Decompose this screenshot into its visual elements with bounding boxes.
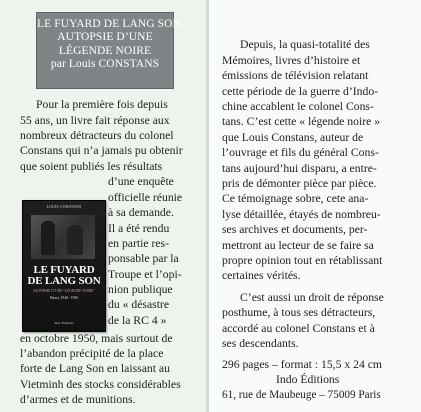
left-text-line: forte de Lang Son en laissant au bbox=[20, 362, 170, 375]
publisher-address: 61, rue de Maubeuge – 75009 Paris bbox=[222, 389, 381, 401]
title-line: par Louis CONSTANS bbox=[50, 58, 160, 71]
left-text-line: du « désastre bbox=[108, 298, 170, 311]
right-text-line: ses descendants. bbox=[222, 337, 299, 350]
book-cover-photo bbox=[31, 215, 95, 259]
right-text-line: accordé au colonel Constans et à bbox=[222, 322, 375, 335]
title-line: LE FUYARD DE LANG SON bbox=[37, 18, 181, 30]
right-text-line: tans aujourd’hui disparu, a entre- bbox=[222, 162, 377, 175]
left-text-line: officielle réunie bbox=[108, 191, 183, 204]
left-text-line: Constans qui n’a jamais pu obtenir bbox=[20, 144, 183, 157]
right-text-line: lyse détaillée, étayés de nombreu- bbox=[222, 208, 381, 221]
left-text-line: 55 ans, un livre fait réponse aux bbox=[20, 114, 170, 127]
left-text-line: Troupe et l’opi- bbox=[108, 268, 182, 281]
left-text-line: à sa demande. bbox=[108, 206, 174, 219]
book-cover-image bbox=[22, 200, 106, 332]
right-text-line: tans. C’est cette « légende noire » bbox=[222, 115, 381, 128]
right-text-line: propre opinion tout en rétablissant bbox=[222, 254, 383, 267]
book-subtitle: AUTOPSIE D’UNE “LÉGENDE NOIRE” bbox=[33, 289, 95, 293]
right-text-line: que Louis Constans, auteur de bbox=[222, 131, 364, 144]
right-text-line: posthume, à tous ses détracteurs, bbox=[222, 306, 376, 319]
title-line: AUTOPSIE D’UNE bbox=[57, 31, 153, 44]
left-text-line: Pour la première fois depuis bbox=[36, 98, 168, 111]
book-publisher: Indo Éditions bbox=[54, 321, 74, 325]
book-dates: Hanoi, 1948 - 1950 bbox=[50, 296, 78, 300]
left-text-line: nion publique bbox=[108, 283, 173, 296]
right-text-line: C’est aussi un droit de réponse bbox=[240, 291, 384, 304]
left-text-line: d’armes et de munitions. bbox=[20, 393, 136, 406]
book-pages-format: 296 pages – format : 15,5 x 24 cm bbox=[222, 358, 383, 371]
left-text-line: Vietminh des stocks considérables bbox=[20, 378, 181, 391]
book-title: LE FUYARD DE LANG SON bbox=[27, 264, 101, 287]
left-text-line: de la RC 4 » bbox=[108, 314, 167, 327]
left-text-line: que soient publiés les résultats bbox=[20, 160, 163, 173]
right-text-line: Depuis, la quasi-totalité des bbox=[240, 38, 370, 51]
article-title-box bbox=[36, 12, 181, 89]
right-text-line: certaines vérités. bbox=[222, 269, 301, 282]
title-line: LÉGENDE NOIRE bbox=[58, 44, 152, 57]
left-text-line: d’une enquête bbox=[108, 175, 174, 188]
book-author: LOUIS CONSTANS bbox=[46, 205, 82, 209]
left-text-line: nombreux détracteurs du colonel bbox=[20, 129, 174, 142]
right-text-line: émissions de télévision relatant bbox=[222, 69, 369, 82]
right-text-line: ses archives et documents, per- bbox=[222, 223, 368, 236]
right-text-line: l’ouvrage et fils du général Cons- bbox=[222, 146, 379, 159]
left-text-line: Il a été rendu bbox=[108, 222, 170, 235]
left-text-line: en octobre 1950, mais surtout de bbox=[20, 332, 173, 345]
right-text-line: mettront au lecteur de se faire sa bbox=[222, 239, 374, 252]
publisher-name: Indo Éditions bbox=[276, 373, 340, 386]
left-text-line: l’abandon précipité de la place bbox=[20, 347, 164, 360]
right-text-line: Mémoires, livres d’histoire et bbox=[222, 54, 361, 67]
right-text-line: chine accablent le colonel Cons- bbox=[222, 100, 374, 113]
left-text-line: ponsable par la bbox=[108, 252, 179, 265]
right-text-line: pris de démonter pièce par pièce. bbox=[222, 177, 377, 190]
right-text-line: cette période de la guerre d’Indo- bbox=[222, 85, 379, 98]
left-text-line: en partie res- bbox=[108, 237, 169, 250]
right-text-line: Ce témoignage sobre, cete ana- bbox=[222, 192, 369, 205]
